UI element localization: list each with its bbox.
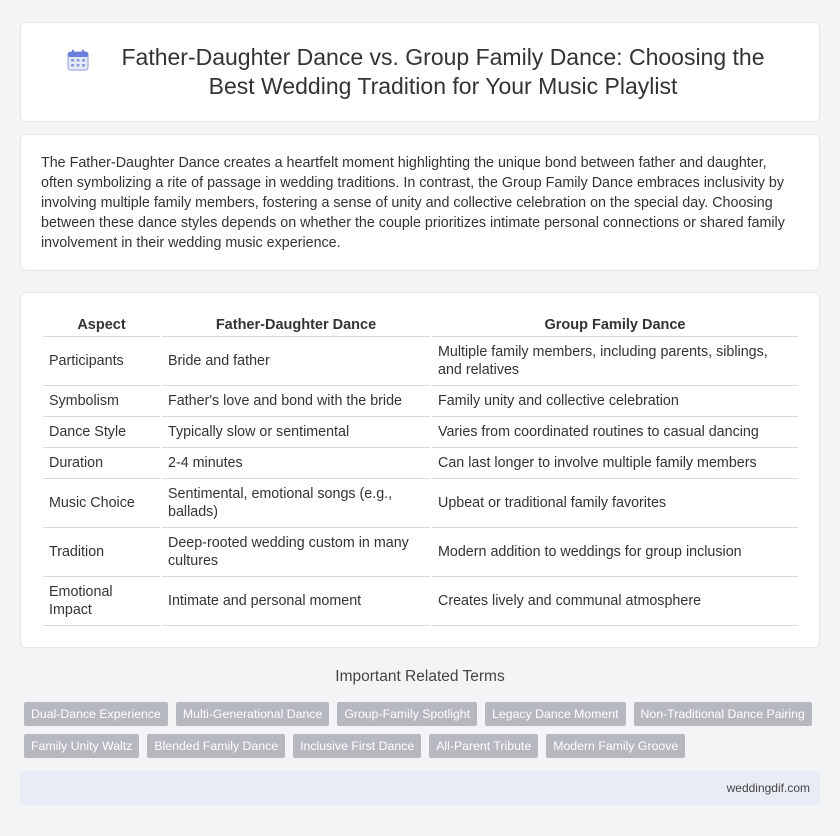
table-cell: Intimate and personal moment xyxy=(161,577,431,626)
related-tag[interactable]: Multi-Generational Dance xyxy=(176,702,329,726)
related-tag[interactable]: Blended Family Dance xyxy=(147,734,285,758)
table-row xyxy=(43,528,798,577)
table-row xyxy=(43,386,798,417)
table-row xyxy=(43,337,798,386)
table-cell: Can last longer to involve multiple family members xyxy=(431,448,798,479)
table-cell: Symbolism xyxy=(43,386,161,417)
table-cell: Dance Style xyxy=(43,417,161,448)
related-tag[interactable]: Legacy Dance Moment xyxy=(485,702,625,726)
table-cell: Creates lively and communal atmosphere xyxy=(431,577,798,626)
related-tag[interactable]: Dual-Dance Experience xyxy=(24,702,168,726)
table-cell: Varies from coordinated routines to casual dancing xyxy=(431,417,798,448)
table-cell: Tradition xyxy=(43,528,161,577)
comparison-table xyxy=(43,313,798,626)
table-cell: Sentimental, emotional songs (e.g., ballads) xyxy=(161,479,431,528)
header-card xyxy=(20,22,820,122)
comparison-table-card xyxy=(20,292,820,648)
page-title: Father-Daughter Dance vs. Group Family Dance: Choosing the Best Wedding Tradition for Your Music Playlist xyxy=(121,44,765,99)
table-cell: 2-4 minutes xyxy=(161,448,431,479)
related-tag[interactable]: All-Parent Tribute xyxy=(429,734,538,758)
header-group-family: Group Family Dance xyxy=(431,313,798,337)
related-tags-row-2 xyxy=(24,734,824,758)
related-tag[interactable]: Family Unity Waltz xyxy=(24,734,139,758)
table-cell: Participants xyxy=(43,337,161,386)
intro-card xyxy=(20,134,820,271)
table-cell: Upbeat or traditional family favorites xyxy=(431,479,798,528)
related-terms-title: Important Related Terms xyxy=(335,668,505,685)
table-row xyxy=(43,577,798,626)
table-cell: Multiple family members, including parents, siblings, and relatives xyxy=(431,337,798,386)
related-tag[interactable]: Group-Family Spotlight xyxy=(337,702,477,726)
related-tag[interactable]: Inclusive First Dance xyxy=(293,734,421,758)
related-tags-row-1 xyxy=(24,702,824,726)
table-cell: Music Choice xyxy=(43,479,161,528)
table-cell: Family unity and collective celebration xyxy=(431,386,798,417)
table-cell: Duration xyxy=(43,448,161,479)
related-tag[interactable]: Non-Traditional Dance Pairing xyxy=(634,702,812,726)
header-father-daughter: Father-Daughter Dance xyxy=(161,313,431,337)
header-aspect: Aspect xyxy=(43,313,161,337)
table-header-row xyxy=(43,313,798,337)
table-cell: Emotional Impact xyxy=(43,577,161,626)
related-tag[interactable]: Modern Family Groove xyxy=(546,734,685,758)
table-row xyxy=(43,417,798,448)
table-cell: Father's love and bond with the bride xyxy=(161,386,431,417)
table-cell: Modern addition to weddings for group inclusion xyxy=(431,528,798,577)
footer-site-link[interactable]: weddingdif.com xyxy=(726,781,810,795)
table-row xyxy=(43,479,798,528)
table-row xyxy=(43,448,798,479)
table-cell: Deep-rooted wedding custom in many cultures xyxy=(161,528,431,577)
table-cell: Typically slow or sentimental xyxy=(161,417,431,448)
intro-paragraph: The Father-Daughter Dance creates a heartfelt moment highlighting the unique bond between father and daughter, often symbolizing a rite of passage in wedding traditions. In contrast, the Group Family Dance embraces inclusivity by involving multiple family members, fostering a sense of unity and collective celebration on the special day. Choosing between these dance styles depends on whether the couple prioritizes intimate personal connections or shared family involvement in their wedding music experience. xyxy=(41,155,785,251)
calendar-icon xyxy=(67,49,89,71)
footer xyxy=(20,771,820,805)
table-cell: Bride and father xyxy=(161,337,431,386)
